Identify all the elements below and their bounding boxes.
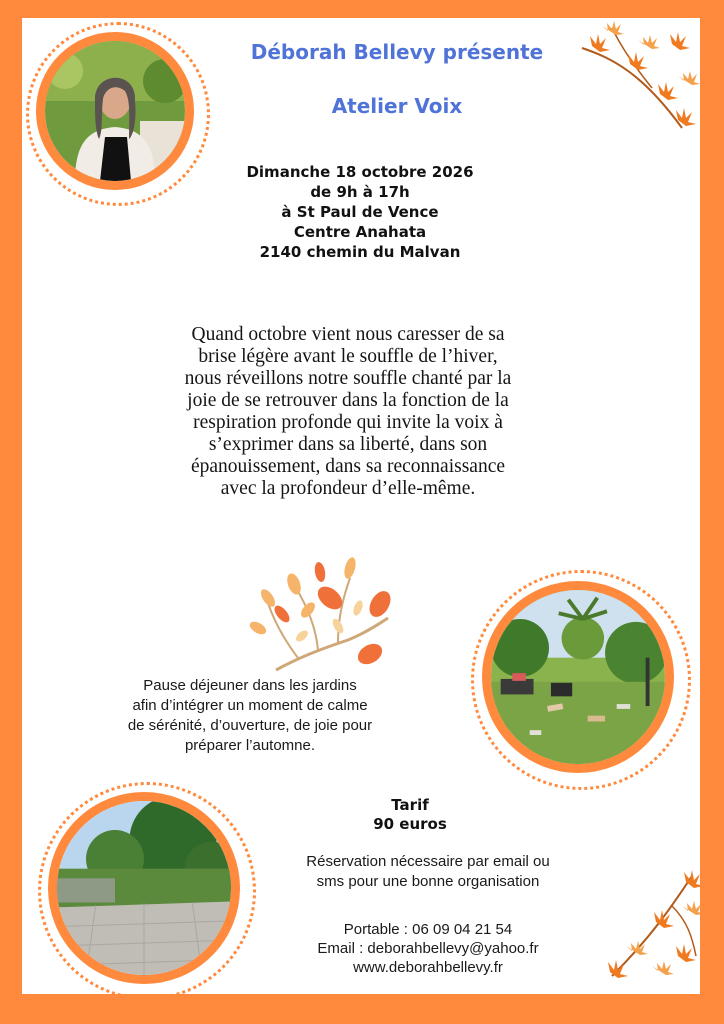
portrait-photo — [36, 32, 194, 190]
poem-line: s’exprimer dans sa liberté, dans son — [208, 434, 488, 455]
garden-photo — [482, 581, 674, 773]
event-place: à St Paul de Vence — [281, 203, 439, 221]
event-venue: Centre Anahata — [293, 223, 427, 241]
poem-line: Quand octobre vient nous caresser de sa — [191, 324, 505, 345]
lunch-break-text — [80, 676, 420, 756]
leaves-top-right-decoration — [572, 18, 700, 142]
pause-line: Pause déjeuner dans les jardins — [143, 677, 357, 694]
contact-block — [258, 920, 598, 977]
presenter-title: Déborah Bellevy présente — [250, 40, 544, 64]
pause-line: afin d’intégrer un moment de calme — [132, 697, 368, 714]
autumn-leaves-illustration — [238, 548, 398, 678]
poem-line: joie de se retrouver dans la fonction de la — [187, 390, 509, 411]
workshop-title: Atelier Voix — [331, 94, 463, 118]
website-link[interactable]: www.deborahbellevy.fr — [353, 959, 503, 976]
phone-number: Portable : 06 09 04 21 54 — [343, 921, 513, 938]
price-value: 90 euros — [373, 815, 447, 833]
poem-line: brise légère avant le souffle de l’hiver, — [198, 346, 498, 367]
poem-line: respiration profonde qui invite la voix à — [193, 412, 503, 433]
price-label: Tarif — [391, 796, 429, 814]
event-address: 2140 chemin du Malvan — [259, 243, 461, 261]
price-block — [320, 796, 500, 834]
email-address[interactable]: Email : deborahbellevy@yahoo.fr — [317, 940, 539, 957]
pause-line: de sérénité, d’ouverture, de joie pour — [127, 717, 373, 734]
terrace-photo — [48, 792, 240, 984]
poem-text — [128, 324, 568, 500]
event-date: Dimanche 18 octobre 2026 — [246, 163, 474, 181]
pause-line: préparer l’automne. — [184, 737, 316, 754]
leaves-bottom-right-decoration — [592, 866, 700, 994]
reservation-note — [258, 852, 598, 892]
reservation-line: sms pour une bonne organisation — [316, 873, 540, 890]
poem-line: avec la profondeur d’elle-même. — [220, 478, 476, 499]
event-info — [190, 162, 530, 262]
reservation-line: Réservation nécessaire par email ou — [306, 853, 550, 870]
poem-line: nous réveillons notre souffle chanté par la — [184, 368, 512, 389]
poem-line: épanouissement, dans sa reconnaissance — [190, 456, 506, 477]
event-hours: de 9h à 17h — [310, 183, 410, 201]
